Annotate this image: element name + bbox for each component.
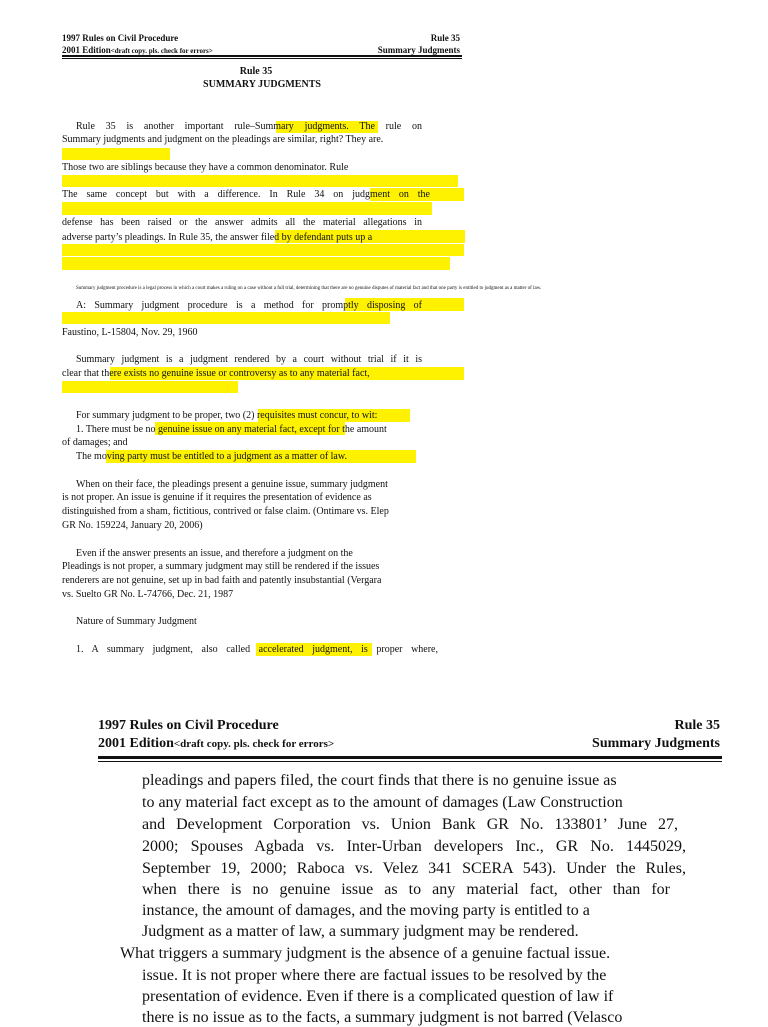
header-left-edition bbox=[62, 45, 213, 55]
highlight bbox=[62, 175, 458, 187]
body-line: presentation of evidence. Even if there is a complicated question of law if bbox=[142, 988, 614, 1005]
highlight bbox=[62, 257, 450, 270]
header-right-rule: Rule 35 bbox=[674, 718, 720, 733]
body-line: vs. Suelto GR No. L-74766, Dec. 21, 1987 bbox=[62, 589, 234, 600]
highlight bbox=[62, 312, 390, 324]
page-title: SUMMARY JUDGMENTS bbox=[203, 79, 321, 90]
highlight bbox=[62, 148, 170, 160]
body-line: renderers are not genuine, set up in bad faith and patently insubstantial (Vergara bbox=[62, 575, 382, 586]
body-line: adverse party’s pleadings. In Rule 35, the answer filed by defendant puts up a bbox=[62, 232, 373, 243]
body-line: 2000; Spouses Agbada vs. Inter-Urban developers Inc., GR No. 1445029, bbox=[142, 838, 686, 855]
header-left-edition bbox=[98, 736, 334, 752]
body-line: instance, the amount of damages, and the moving party is entitled to a bbox=[142, 902, 590, 919]
header-edition-text: 2001 Edition bbox=[62, 45, 111, 55]
body-line: to any material fact except as to the amount of damages (Law Construction bbox=[142, 794, 623, 811]
body-line: GR No. 159224, January 20, 2006) bbox=[62, 520, 203, 531]
body-line: pleadings and papers filed, the court finds that there is no genuine issue as bbox=[142, 772, 617, 789]
header-draft-note: <draft copy. pls. check for errors> bbox=[110, 47, 213, 55]
header-rule-line-thin bbox=[98, 761, 722, 762]
body-line: is not proper. An issue is genuine if it requires the presentation of evidence as bbox=[62, 492, 372, 503]
section-heading: Nature of Summary Judgment bbox=[76, 616, 197, 627]
header-left-title: 1997 Rules on Civil Procedure bbox=[98, 718, 279, 733]
body-line: A: Summary judgment procedure is a method for promptly disposing of bbox=[76, 300, 422, 311]
body-line: Rule 35 is another important rule–Summary judgments. The rule on bbox=[76, 121, 422, 132]
body-line: September 19, 2000; Raboca vs. Velez 341 SCERA 543). Under the Rules, bbox=[142, 860, 686, 877]
body-line: there is no issue as to the facts, a summary judgment is not barred (Velasco bbox=[142, 1009, 623, 1026]
header-right-rule: Rule 35 bbox=[430, 33, 460, 43]
body-line: when there is no genuine issue as to any material fact, other than for bbox=[142, 881, 670, 898]
body-line: 1. A summary judgment, also called accelerated judgment, is proper where, bbox=[76, 644, 438, 655]
body-line: The same concept but with a difference. In Rule 34 on judgment on the bbox=[62, 189, 430, 200]
body-line: Even if the answer presents an issue, and therefore a judgment on the bbox=[76, 548, 353, 559]
body-line: For summary judgment to be proper, two (2) requisites must concur, to wit: bbox=[76, 410, 378, 421]
header-draft-note: <draft copy. pls. check for errors> bbox=[173, 738, 335, 750]
body-line: clear that there exists no genuine issue or controversy as to any material fact, bbox=[62, 368, 370, 379]
body-line: What triggers a summary judgment is the absence of a genuine factual issue. bbox=[120, 945, 611, 962]
page-title-rule: Rule 35 bbox=[239, 66, 273, 77]
header-rule-line-thin bbox=[62, 58, 462, 59]
body-line: Faustino, L-15804, Nov. 29, 1960 bbox=[62, 327, 198, 338]
header-left-title: 1997 Rules on Civil Procedure bbox=[62, 33, 179, 43]
body-line: distinguished from a sham, fictitious, contrived or false claim. (Ontimare vs. Elep bbox=[62, 506, 389, 517]
body-line: and Development Corporation vs. Union Bank GR No. 133801’ June 27, bbox=[142, 816, 678, 833]
body-line: Pleadings is not proper, a summary judgment may still be rendered if the issues bbox=[62, 561, 380, 572]
body-line: Summary judgment is a judgment rendered by a court without trial if it is bbox=[76, 354, 422, 365]
header-edition-text: 2001 Edition bbox=[98, 736, 174, 751]
tiny-note-line: Summary judgment procedure is a legal process in which a court makes a ruling on a case without a full trial, determining that there are no genuine disputes of material fact and that one party is entitled to judgment as a matter of law. bbox=[76, 286, 542, 291]
body-line: Those two are siblings because they have a common denominator. Rule bbox=[62, 162, 349, 173]
body-line: issue. It is not proper where there are factual issues to be resolved by the bbox=[142, 967, 607, 984]
body-line: Summary judgments and judgment on the pleadings are similar, right? They are. bbox=[62, 134, 384, 145]
highlight bbox=[62, 244, 464, 256]
body-line: The moving party must be entitled to a judgment as a matter of law. bbox=[76, 451, 347, 462]
header-right-subject: Summary Judgments bbox=[377, 45, 460, 55]
header-rule-line bbox=[62, 55, 462, 57]
body-line: When on their face, the pleadings present a genuine issue, summary judgment bbox=[76, 479, 388, 490]
body-line: of damages; and bbox=[62, 437, 128, 448]
body-line: defense has been raised or the answer admits all the material allegations in bbox=[62, 217, 422, 228]
body-line: Judgment as a matter of law, a summary judgment may be rendered. bbox=[142, 923, 579, 940]
highlight bbox=[62, 381, 238, 393]
body-line: 1. There must be no genuine issue on any material fact, except for the amount bbox=[76, 424, 387, 435]
highlight bbox=[62, 202, 432, 215]
header-rule-line bbox=[98, 756, 722, 759]
header-right-subject: Summary Judgments bbox=[592, 736, 720, 751]
